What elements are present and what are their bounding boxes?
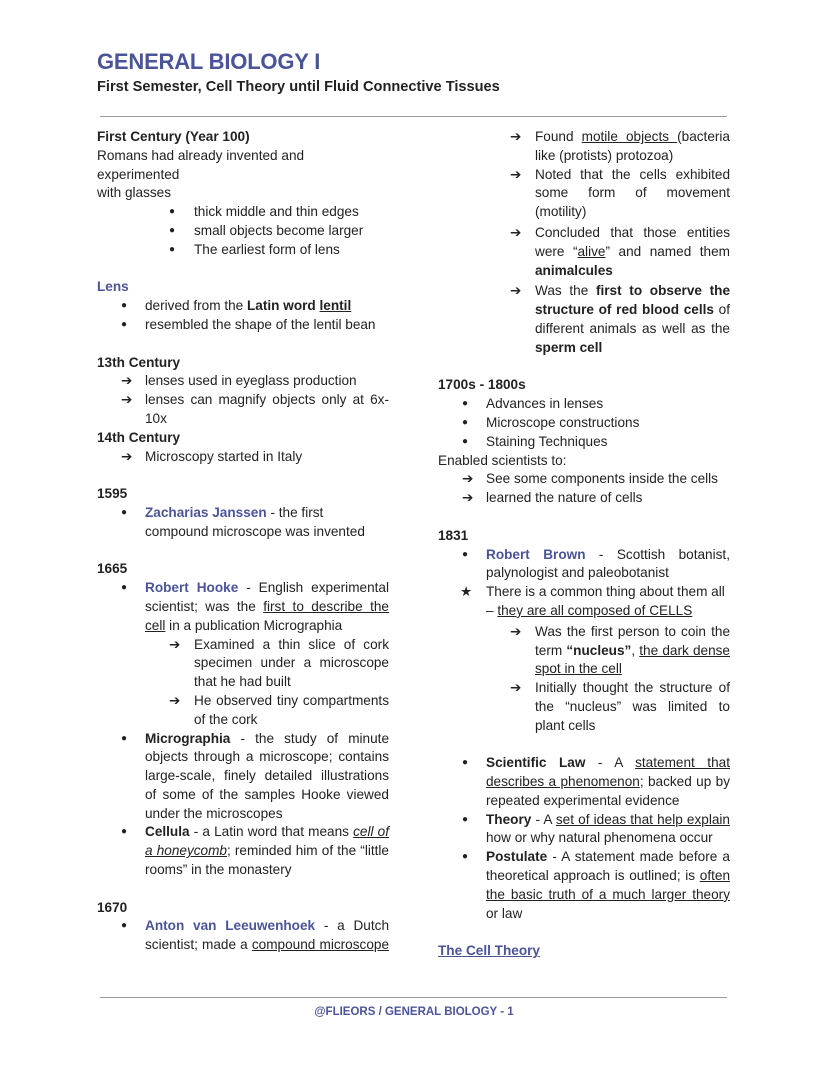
bullet-icon: ● [462,435,469,447]
bullet-icon: ● [121,732,128,744]
bullet-icon: ● [462,398,469,410]
section-heading: 13th Century [97,354,181,370]
list-item: ★ There is a common thing about them all – they are all composed of CELLS [460,584,725,618]
bullet-icon: ● [121,920,128,932]
list-item: ➔ Initially thought the structure of the “nucleus” was limited to plant cells [510,680,730,733]
list-item: ● Scientific Law - A statement that describes a phenomenon; backed up by repeated experimental evidence [462,755,730,808]
bullet-icon: ● [462,548,469,560]
list-item: ● Staining Techniques [438,433,730,452]
cell-theory-link[interactable]: The Cell Theory [438,943,540,959]
bullet-icon: ● [121,582,128,594]
paragraph-line: Romans had already invented and experimented [97,147,305,182]
list-item: ➔ Was the first person to coin the term “nucleus”, the dark dense spot in the cell [510,623,730,677]
list-item: ● Theory - A set of ideas that help explain how or why natural phenomena occur [462,811,730,846]
list-item: ➔ lenses can magnify objects only at 6x-10x [121,392,389,426]
list-item: ● Anton van Leeuwenhoek - a Dutch scientist; made a compound microscope [121,918,390,953]
bullet-icon: ● [462,757,469,769]
arrow-icon: ➔ [462,471,474,487]
list-item: ➔ Was the first to observe the structure of red blood cells of different animals as well as the sperm cell [510,283,730,355]
list-item: ➔ Noted that the cells exhibited some form of movement (motility) [510,166,730,220]
arrow-icon: ➔ [510,623,522,639]
header-divider [100,116,727,117]
bullet-icon: ● [462,416,469,428]
list-item: ● small objects become larger [97,222,389,241]
bullet-icon: ● [169,206,176,218]
arrow-icon: ➔ [169,692,181,708]
arrow-icon: ➔ [510,224,522,240]
arrow-icon: ➔ [169,636,181,652]
section-heading: 1665 [97,561,128,577]
list-item: ● Microscope constructions [438,414,730,433]
section-heading: 1595 [97,486,128,502]
list-item: ➔ Concluded that those entities were “alive” and named them animalcules [510,224,730,278]
arrow-icon: ➔ [121,448,133,464]
bullet-icon: ● [121,826,128,838]
list-item: ➔ Examined a thin slice of cork specimen under a microscope that he had built [169,636,389,690]
list-item: ● Postulate - A statement made before a theoretical approach is outlined; is often the basic truth of a much larger theory or law [462,849,730,921]
section-heading: 1670 [97,899,128,915]
list-item: ● Advances in lenses [438,395,730,414]
bullet-icon: ● [121,318,128,330]
arrow-icon: ➔ [510,166,522,182]
list-item: ➔ Found motile objects (bacteria like (protists) protozoa) [510,129,730,163]
paragraph-line: Enabled scientists to: [438,452,567,468]
right-column [438,128,730,961]
list-item: ● Cellula - a Latin word that means cell of a honeycomb; reminded him of the “little rooms” in the monastery [121,824,389,878]
document-subtitle: First Semester, Cell Theory until Fluid Connective Tissues [97,79,500,95]
arrow-icon: ➔ [510,680,522,696]
bullet-icon: ● [169,243,176,255]
arrow-icon: ➔ [510,283,522,299]
left-column [97,128,389,955]
section-heading: First Century (Year 100) [97,129,250,144]
list-item: ➔ Microscopy started in Italy [97,448,389,467]
bullet-icon: ● [169,224,176,236]
list-item: ● Robert Brown - Scottish botanist, palynologist and paleobotanist [462,546,730,581]
list-item: ● Zacharias Janssen - the first compound microscope was invented [121,504,365,539]
list-item: ● derived from the Latin word lentil [97,297,389,316]
bullet-icon: ● [462,851,469,863]
arrow-icon: ➔ [510,129,522,144]
bullet-icon: ● [462,813,469,825]
list-item: ➔ He observed tiny compartments of the cork [169,692,389,727]
list-item: ➔ lenses used in eyeglass production [97,372,389,391]
arrow-icon: ➔ [462,490,474,506]
list-item: ● thick middle and thin edges [97,203,389,222]
section-heading: Lens [97,279,129,295]
list-item: ➔ learned the nature of cells [438,489,730,508]
paragraph-line: with glasses [97,185,172,201]
list-item: ● The earliest form of lens [97,241,389,260]
list-item: ● resembled the shape of the lentil bean [97,316,389,335]
star-icon: ★ [460,584,473,600]
section-heading: 1831 [438,527,469,543]
bullet-icon: ● [121,506,128,518]
arrow-icon: ➔ [121,392,133,408]
page-footer: @FLIEORS / GENERAL BIOLOGY - 1 [314,1006,514,1018]
footer-divider [100,997,727,998]
arrow-icon: ➔ [121,373,133,389]
bullet-icon: ● [121,300,128,312]
list-item: ● Micrographia - the study of minute objects through a microscope; contains large-scale, finely detailed illustrations of some of the samples Hooke viewed under the microscopes [121,730,389,821]
section-heading: 14th Century [97,429,181,445]
section-heading: 1700s - 1800s [438,377,526,393]
document-title: GENERAL BIOLOGY I [97,49,321,74]
list-item: ➔ See some components inside the cells [438,470,730,489]
list-item: ● Robert Hooke - English experimental scientist; was the first to describe the cell in a publication Micrographia [121,580,389,633]
